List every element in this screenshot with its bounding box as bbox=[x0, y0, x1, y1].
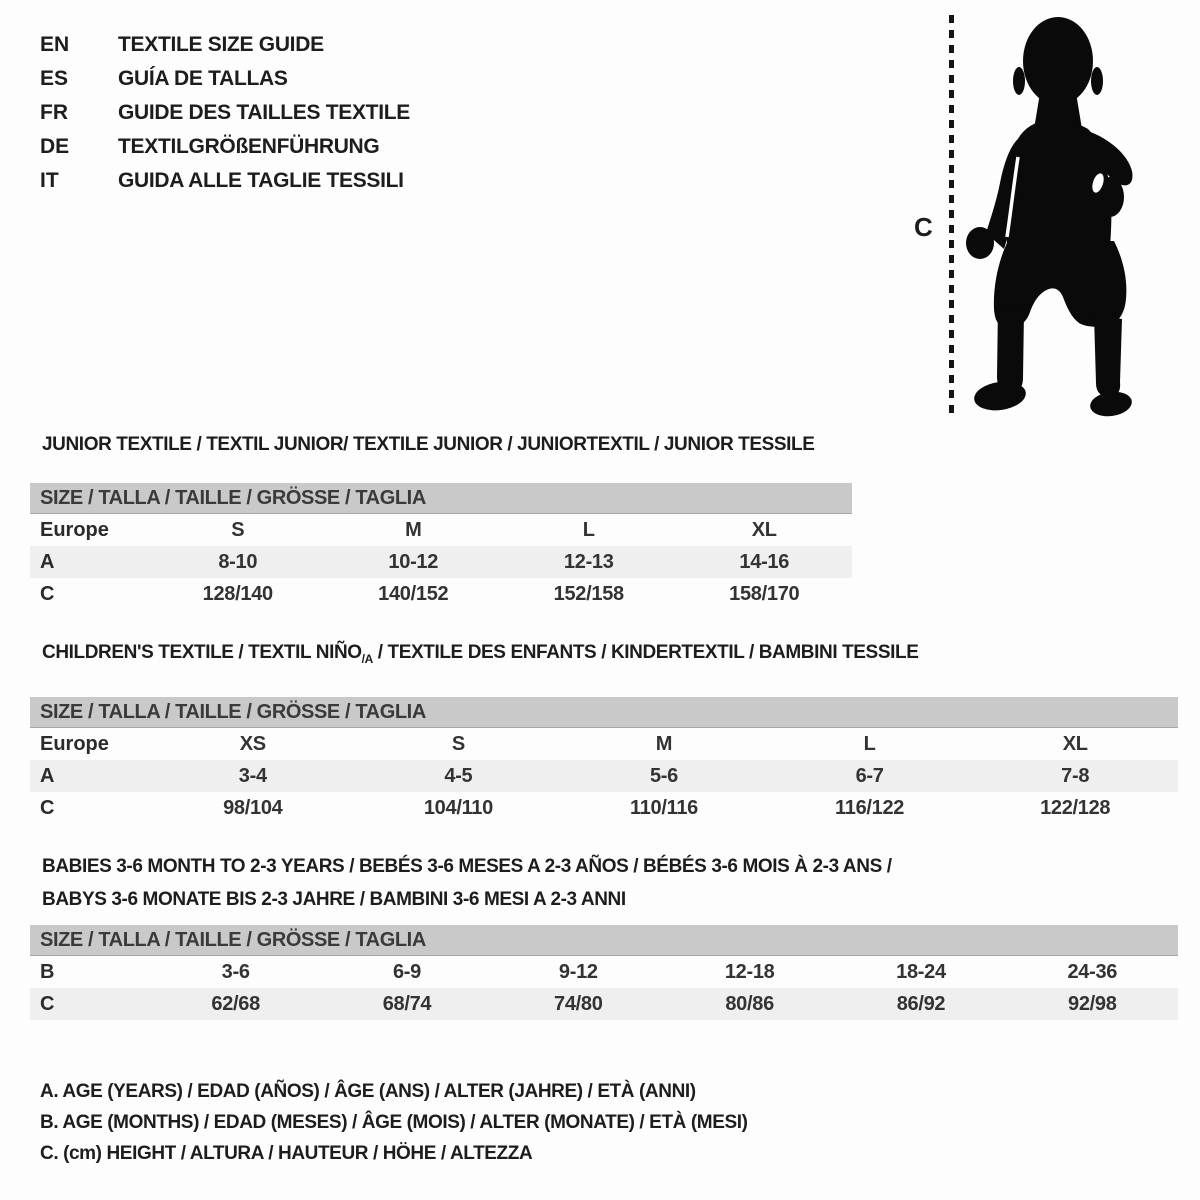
childrens-title-main: CHILDREN'S TEXTILE / TEXTIL NIÑO bbox=[42, 642, 362, 663]
cell-value: 24-36 bbox=[1067, 961, 1118, 983]
babies-table-title bbox=[30, 850, 1178, 916]
cell-value: 68/74 bbox=[382, 993, 432, 1015]
cell-value: 122/128 bbox=[1040, 796, 1111, 819]
row-label: C bbox=[40, 993, 55, 1015]
cell-value: 8-10 bbox=[218, 551, 258, 573]
childrens-textile-section bbox=[30, 643, 1178, 824]
junior-textile-section bbox=[30, 435, 852, 610]
row-label: B bbox=[40, 961, 55, 983]
childrens-table-title bbox=[30, 643, 1178, 669]
table-row bbox=[30, 956, 1178, 988]
language-row-en bbox=[40, 28, 410, 62]
cell-value: 74/80 bbox=[554, 993, 603, 1015]
row-label: A bbox=[40, 764, 55, 787]
size-header-bar: SIZE / TALLA / TAILLE / GRÖSSE / TAGLIA bbox=[30, 483, 852, 514]
height-measure-label: C bbox=[914, 212, 933, 242]
cell-value: 12-13 bbox=[563, 551, 614, 573]
cell-value: 86/92 bbox=[896, 993, 946, 1015]
language-row-es bbox=[40, 62, 410, 96]
guide-title-it: GUIDA ALLE TAGLIE TESSILI bbox=[118, 169, 404, 192]
cell-value: 9-12 bbox=[558, 961, 598, 983]
guide-title-en: TEXTILE SIZE GUIDE bbox=[118, 33, 324, 56]
table-row bbox=[30, 988, 1178, 1020]
row-label: A bbox=[40, 551, 55, 573]
childrens-title-rest: / TEXTILE DES ENFANTS / KINDERTEXTIL / BAMBINI TESSILE bbox=[372, 642, 919, 663]
cell-value: 98/104 bbox=[223, 796, 283, 819]
guide-title-de: TEXTILGRÖßENFÜHRUNG bbox=[118, 135, 380, 158]
cell-value: XL bbox=[1062, 732, 1088, 755]
guide-title-es: GUÍA DE TALLAS bbox=[118, 67, 288, 90]
childrens-title-subscript: /A bbox=[361, 651, 373, 666]
size-header-bar: SIZE / TALLA / TAILLE / GRÖSSE / TAGLIA bbox=[30, 697, 1178, 728]
table-row bbox=[30, 546, 852, 578]
cell-value: XL bbox=[751, 519, 777, 541]
childrens-size-table bbox=[30, 728, 1178, 824]
cell-value: 3-4 bbox=[238, 764, 267, 787]
babies-size-table bbox=[30, 956, 1178, 1020]
table-row bbox=[30, 792, 1178, 824]
junior-table-title: JUNIOR TEXTILE / TEXTIL JUNIOR/ TEXTILE JUNIOR / JUNIORTEXTIL / JUNIOR TESSILE bbox=[42, 434, 815, 455]
cell-value: 18-24 bbox=[896, 961, 946, 983]
row-label: C bbox=[40, 796, 55, 819]
cell-value: 5-6 bbox=[649, 764, 678, 787]
language-code: IT bbox=[40, 169, 59, 192]
row-label: Europe bbox=[40, 732, 109, 755]
cell-value: 152/158 bbox=[553, 583, 624, 605]
legend-height-cm: C. (cm) HEIGHT / ALTURA / HAUTEUR / HÖHE / ALTEZZA bbox=[40, 1143, 533, 1164]
guide-title-fr: GUIDE DES TAILLES TEXTILE bbox=[118, 101, 410, 124]
cell-value: L bbox=[582, 519, 595, 541]
language-row-fr bbox=[40, 96, 410, 130]
cell-value: 104/110 bbox=[423, 796, 493, 819]
toddler-silhouette-image bbox=[964, 15, 1140, 420]
language-code: FR bbox=[40, 101, 68, 124]
language-code: DE bbox=[40, 135, 70, 158]
cell-value: 92/98 bbox=[1068, 993, 1117, 1015]
cell-value: L bbox=[863, 732, 876, 755]
cell-value: 110/116 bbox=[629, 796, 698, 819]
legend-age-years: A. AGE (YEARS) / EDAD (AÑOS) / ÂGE (ANS) / ALTER (JAHRE) / ETÀ (ANNI) bbox=[40, 1081, 696, 1102]
cell-value: M bbox=[405, 519, 422, 541]
cell-value: 80/86 bbox=[725, 993, 774, 1015]
cell-value: 140/152 bbox=[378, 583, 449, 605]
cell-value: S bbox=[451, 732, 465, 755]
language-row-it bbox=[40, 164, 410, 198]
table-row bbox=[30, 728, 1178, 760]
row-label: C bbox=[40, 583, 55, 605]
cell-value: S bbox=[231, 519, 245, 541]
row-label: Europe bbox=[40, 519, 109, 541]
cell-value: XS bbox=[239, 732, 266, 755]
cell-value: 10-12 bbox=[388, 551, 439, 573]
cell-value: 128/140 bbox=[202, 583, 273, 605]
cell-value: 158/170 bbox=[729, 583, 800, 605]
junior-size-table bbox=[30, 514, 852, 610]
cell-value: 14-16 bbox=[739, 551, 790, 573]
babies-textile-section bbox=[30, 850, 1178, 1020]
table-row bbox=[30, 760, 1178, 792]
cell-value: 6-9 bbox=[392, 961, 421, 983]
cell-value: M bbox=[655, 732, 673, 755]
cell-value: 62/68 bbox=[211, 993, 260, 1015]
babies-title-line1: BABIES 3-6 MONTH TO 2-3 YEARS / BEBÉS 3-6 MESES A 2-3 AÑOS / BÉBÉS 3-6 MOIS À 2-3 ANS / bbox=[42, 856, 892, 877]
table-row bbox=[30, 514, 852, 546]
legend-age-months: B. AGE (MONTHS) / EDAD (MESES) / ÂGE (MOIS) / ALTER (MONATE) / ETÀ (MESI) bbox=[40, 1112, 748, 1133]
table-row bbox=[30, 578, 852, 610]
cell-value: 7-8 bbox=[1061, 764, 1090, 787]
language-code: ES bbox=[40, 67, 69, 90]
language-code: EN bbox=[40, 33, 70, 56]
language-row-de bbox=[40, 130, 410, 164]
cell-value: 4-5 bbox=[444, 764, 473, 787]
cell-value: 3-6 bbox=[221, 961, 250, 983]
height-measure-dashed-line bbox=[949, 15, 954, 415]
cell-value: 6-7 bbox=[855, 764, 884, 787]
size-header-bar: SIZE / TALLA / TAILLE / GRÖSSE / TAGLIA bbox=[30, 925, 1178, 956]
cell-value: 116/122 bbox=[835, 796, 905, 819]
babies-title-line2: BABYS 3-6 MONATE BIS 2-3 JAHRE / BAMBINI 3-6 MESI A 2-3 ANNI bbox=[42, 889, 626, 910]
language-title-list bbox=[40, 28, 410, 198]
measurement-legend bbox=[40, 1076, 748, 1169]
cell-value: 12-18 bbox=[724, 961, 775, 983]
